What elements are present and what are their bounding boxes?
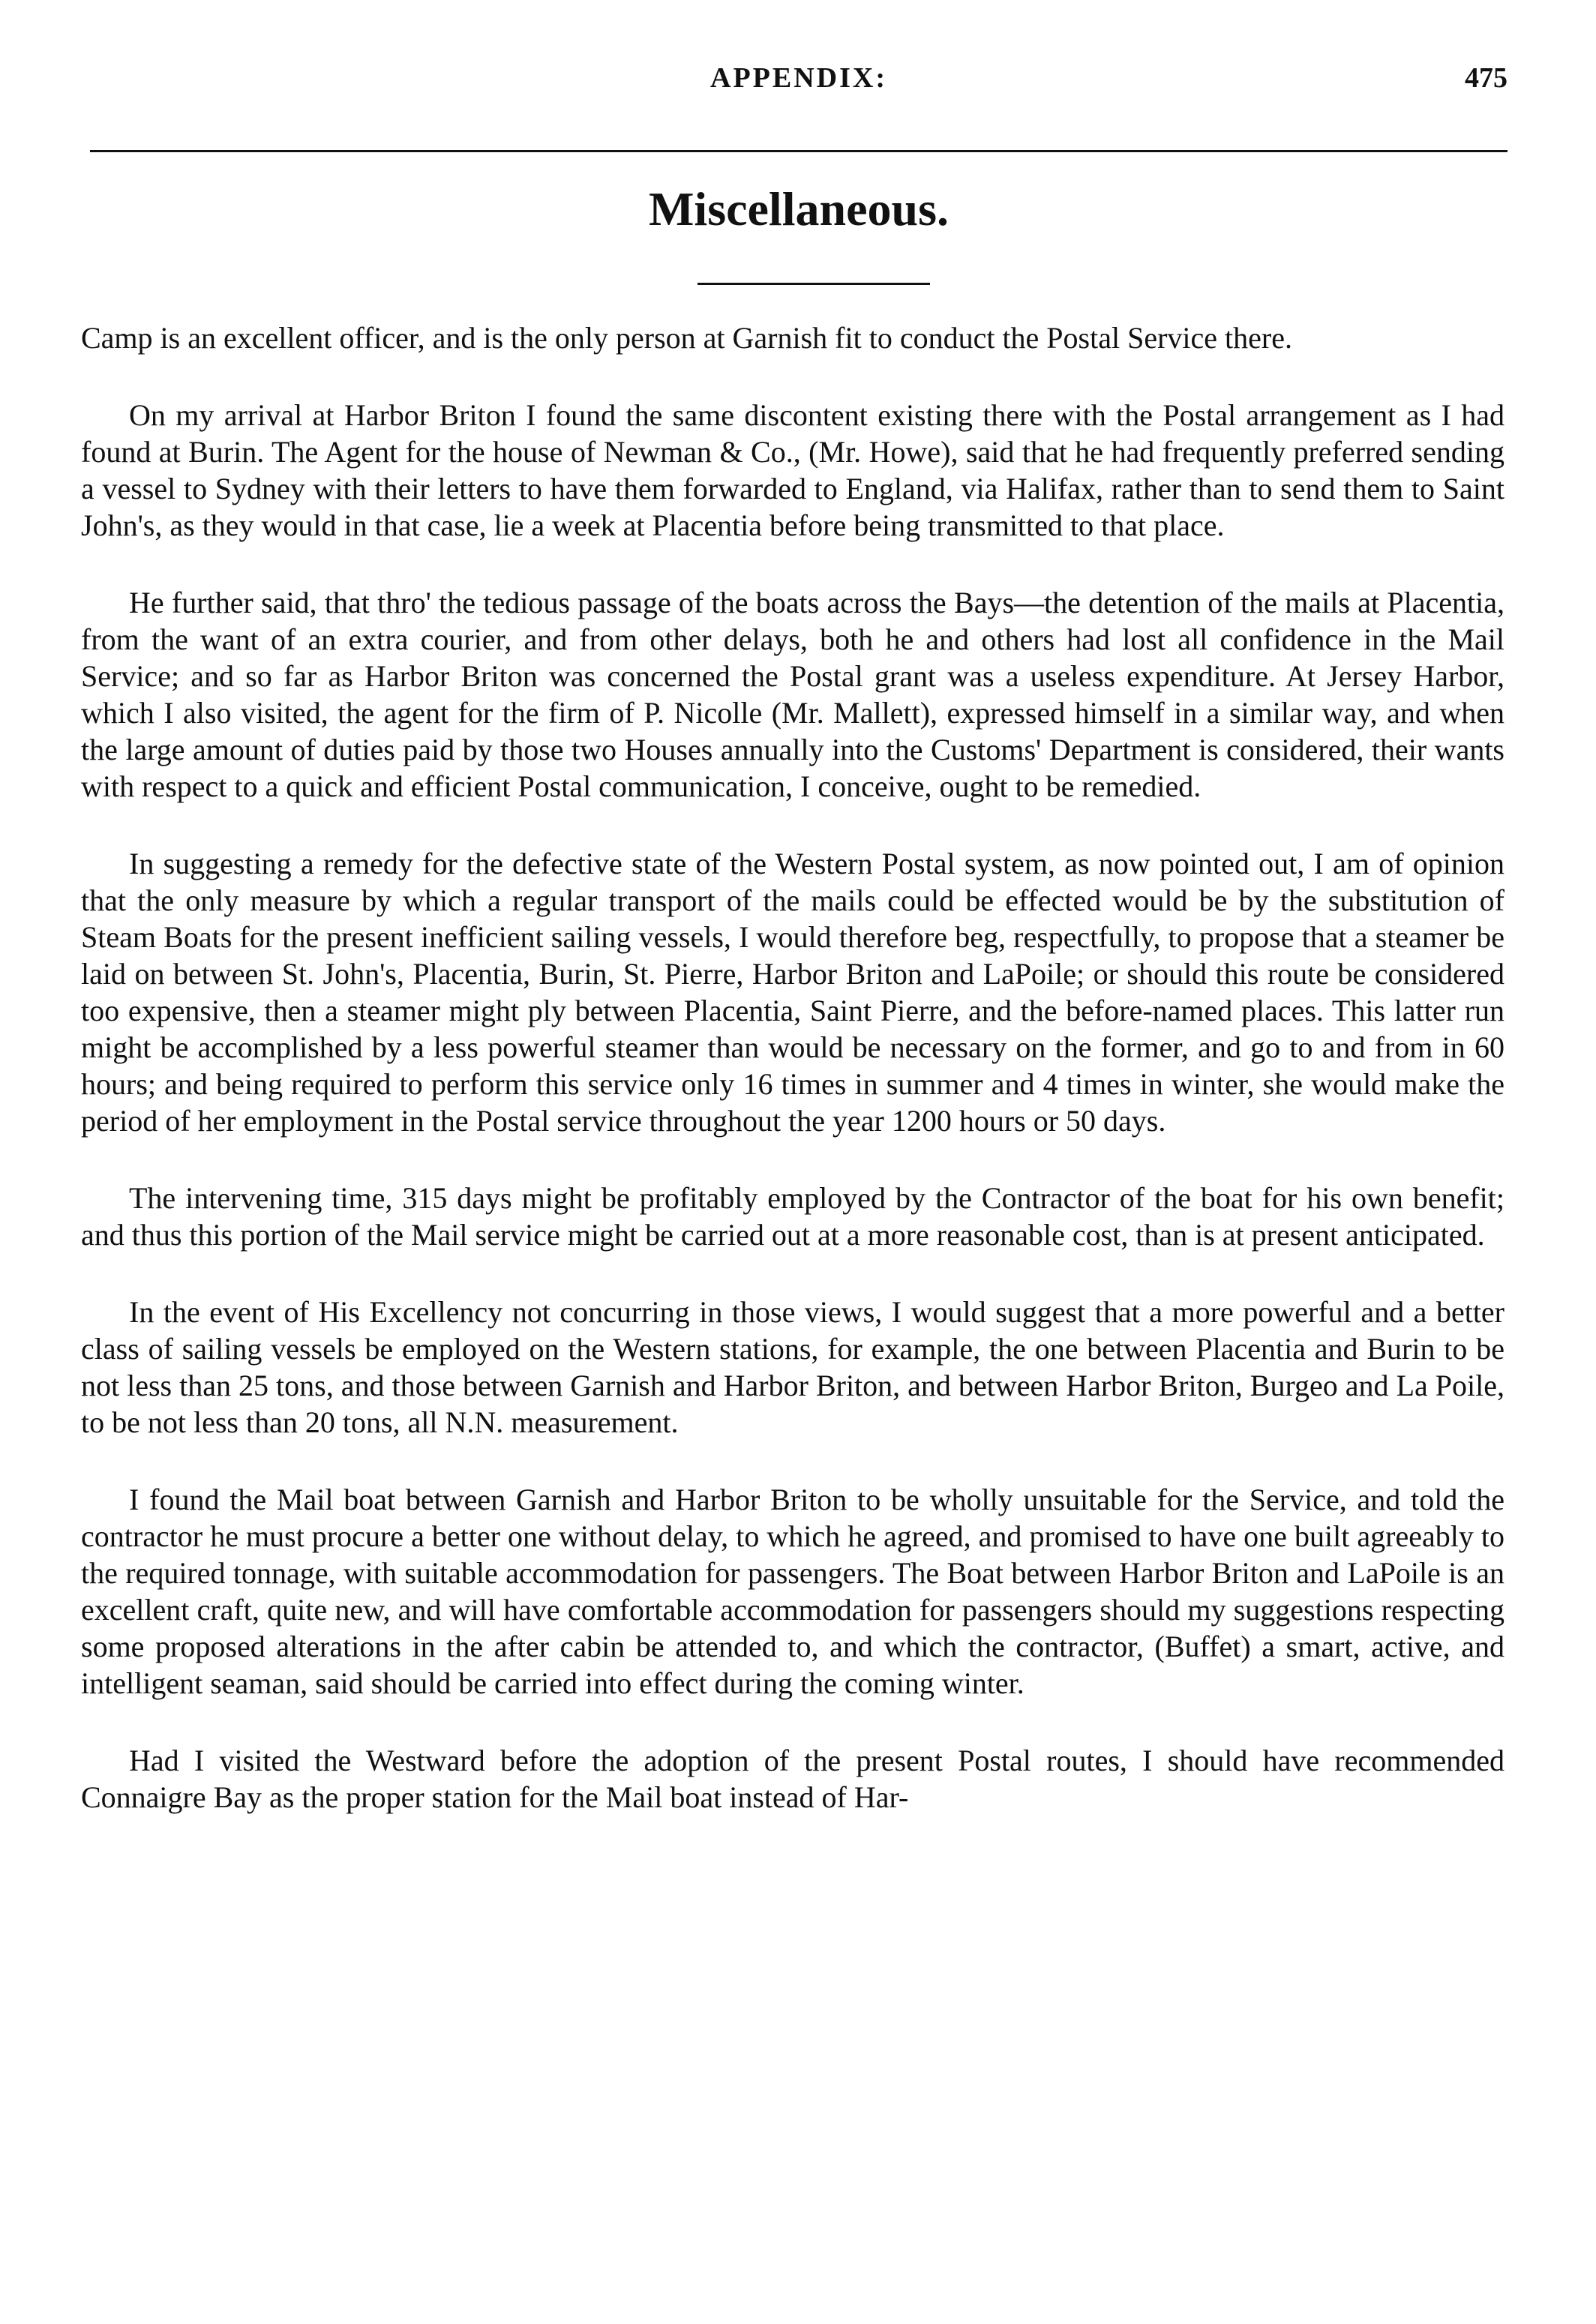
paragraph: On my arrival at Harbor Briton I found the same discontent existing there with the Postal arrangement as I had found at Burin. The Agent for the house of Newman & Co., (Mr. Howe), said that he had frequently preferred sending a vessel to Sydney with their letters to have them forwarded to England, via Halifax, rather than to send them to Saint John's, as they would in that case, lie a week at Placentia before being transmitted to that place. <box>81 398 1504 542</box>
section-title: Miscellaneous. <box>649 182 949 235</box>
paragraph: The intervening time, 315 days might be profitably employed by the Contractor of the boat for his own benefit; and thus this portion of the Mail service might be carried out at a more reasonable cost, than is at present anticipated. <box>81 1181 1504 1252</box>
paragraph: I found the Mail boat between Garnish and Harbor Briton to be wholly unsuitable for the Service, and told the contractor he must procure a better one without delay, to which he agreed, and promised to have one built agreeably to the required tonnage, with suitable accommodation for passengers. The Boat between Harbor Briton and LaPoile is an excellent craft, quite new, and will have comfortable accommodation for passengers should my suggestions respecting some proposed alterations in the after cabin be attended to, and which the contractor, (Buffet) a smart, active, and intelligent seaman, said should be carried into effect during the coming winter. <box>81 1483 1504 1700</box>
page-header <box>90 61 1508 106</box>
running-title: APPENDIX: <box>710 62 887 94</box>
header-rule <box>90 150 1508 152</box>
paragraph: In the event of His Excellency not concurring in those views, I would suggest that a more powerful and a better class of sailing vessels be employed on the Western stations, for example, the one between Placentia and Burin to be not less than 25 tons, and those between Garnish and Harbor Briton, and between Harbor Briton, Burgeo and La Poile, to be not less than 20 tons, all N.N. measurement. <box>81 1295 1504 1439</box>
paragraph: Had I visited the Westward before the adoption of the present Postal routes, I should have recommended Connaigre Bay as the proper station for the Mail boat instead of Har- <box>81 1744 1504 1814</box>
paragraph: Camp is an excellent officer, and is the only person at Garnish fit to conduct the Postal Service there. <box>81 321 1292 355</box>
body-text <box>81 319 1504 1856</box>
paragraph: He further said, that thro' the tedious passage of the boats across the Bays—the detention of the mails at Placentia, from the want of an extra courier, and from other delays, both he and others had lost all confidence in the Mail Service; and so far as Harbor Briton was concerned the Postal grant was a useless expenditure. At Jersey Harbor, which I also visited, the agent for the firm of P. Nicolle (Mr. Mallett), expressed himself in a similar way, and when the large amount of duties paid by those two Houses annually into the Customs' Department is considered, their wants with respect to a quick and efficient Postal communication, I conceive, ought to be remedied. <box>81 586 1504 803</box>
title-rule <box>698 283 930 285</box>
page-number: 475 <box>1465 62 1508 94</box>
paragraph: In suggesting a remedy for the defective state of the Western Postal system, as now pointed out, I am of opinion that the only measure by which a regular transport of the mails could be effected would be by the substitution of Steam Boats for the present inefficient sailing vessels, I would therefore beg, respectfully, to propose that a steamer be laid on between St. John's, Placentia, Burin, St. Pierre, Harbor Briton and LaPoile; or should this route be considered too expensive, then a steamer might ply between Placentia, Saint Pierre, and the before-named places. This latter run might be accomplished by a less powerful steamer than would be necessary on the former, and go to and from in 60 hours; and being required to perform this service only 16 times in summer and 4 times in winter, she would make the period of her employment in the Postal service throughout the year 1200 hours or 50 days. <box>81 847 1504 1138</box>
